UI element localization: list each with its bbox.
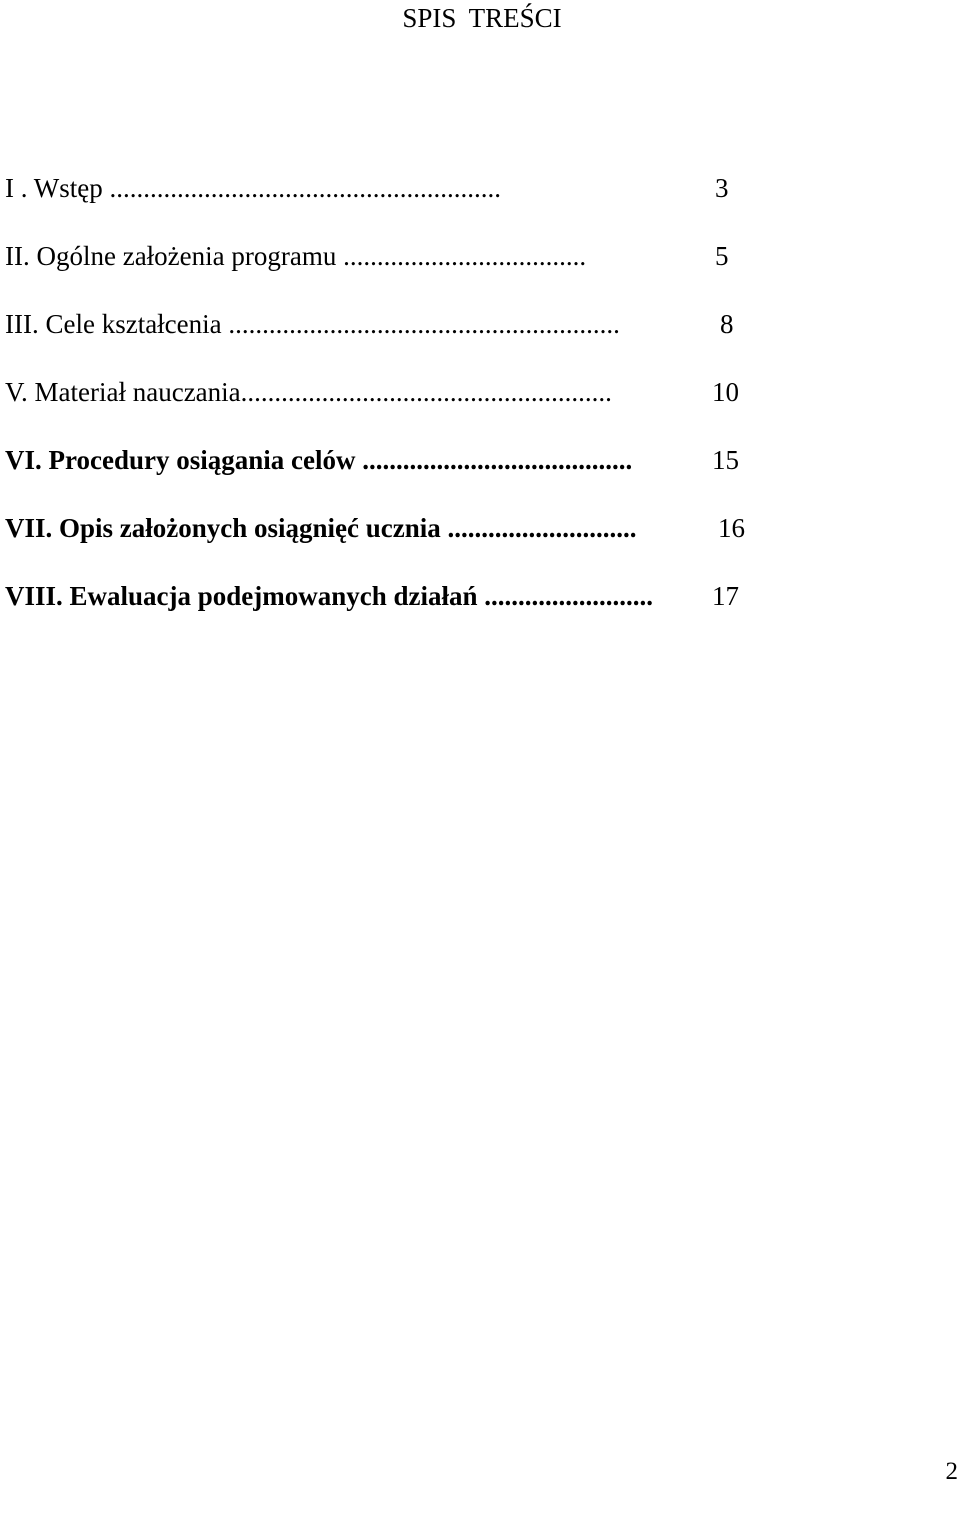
toc-entry-page: 8 xyxy=(720,309,734,339)
toc-entry-page: 3 xyxy=(715,173,729,203)
page-title: SPIS TREŚCI xyxy=(402,3,562,33)
toc-entry-label: II. Ogólne założenia programu .................................... xyxy=(5,241,587,271)
toc-entry-page: 15 xyxy=(712,445,739,475)
toc-entry-7 xyxy=(5,580,739,612)
toc-entry-label: I . Wstęp .......................................................... xyxy=(5,173,501,203)
toc-entry-page: 17 xyxy=(712,581,739,611)
toc-entry-6 xyxy=(5,512,745,544)
toc-entry-5 xyxy=(5,444,739,476)
toc-entry-page: 16 xyxy=(718,513,745,543)
toc-entry-page: 10 xyxy=(712,377,739,407)
toc-entry-page: 5 xyxy=(715,241,729,271)
toc-entry-label: III. Cele kształcenia .......................................................... xyxy=(5,309,620,339)
toc-entry-label: VII. Opis założonych osiągnięć ucznia ............................ xyxy=(5,513,637,543)
toc-entry-label: VIII. Ewaluacja podejmowanych działań ......................... xyxy=(5,581,654,611)
toc-entry-4 xyxy=(5,376,739,408)
toc-entry-3 xyxy=(5,308,734,340)
page-number: 2 xyxy=(945,1458,958,1485)
toc-entry-label: V. Materiał nauczania....................................................... xyxy=(5,377,612,407)
toc-entry-label: VI. Procedury osiągania celów ........................................ xyxy=(5,445,633,475)
toc-entry-2 xyxy=(5,240,729,272)
toc-entry-1 xyxy=(5,172,729,204)
